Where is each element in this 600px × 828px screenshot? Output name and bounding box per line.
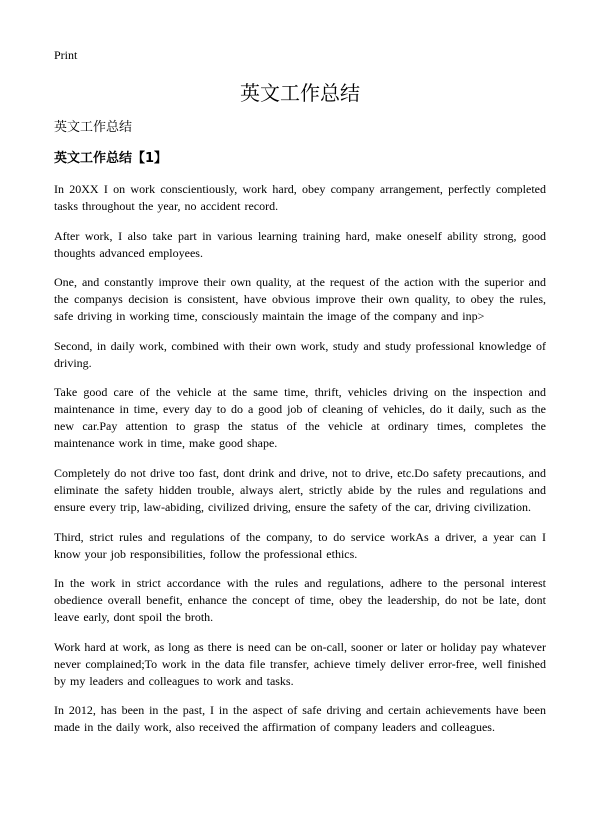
document-body bbox=[54, 181, 546, 749]
paragraph: Take good care of the vehicle at the same time, thrift, vehicles driving on the inspection and maintenance in time, every day to do a good job of cleaning of vehicles, do it daily, such as the new car.Pay attention to grasp the status of the vehicle at ordinary times, completes the maintenance work in time, make good shape. bbox=[54, 385, 546, 451]
paragraph: Third, strict rules and regulations of the company, to do service workAs a driver, a year can I know your job responsibilities, follow the professional ethics. bbox=[54, 529, 546, 561]
paragraph: In 2012, has been in the past, I in the aspect of safe driving and certain achievements have been made in the daily work, also received the affirmation of company leaders and colleagues. bbox=[54, 703, 546, 735]
print-label[interactable]: Print bbox=[54, 48, 78, 62]
document-title: 英文工作总结 bbox=[240, 81, 360, 105]
section-heading: 英文工作总结【1】 bbox=[54, 151, 168, 166]
paragraph: In the work in strict accordance with the rules and regulations, adhere to the personal interest obedience overall benefit, enhance the concept of time, obey the leadership, do not be late, dont leave early, dont spoil the broth. bbox=[54, 576, 546, 625]
paragraph: Second, in daily work, combined with their own work, study and study professional knowledge of driving. bbox=[54, 338, 546, 370]
document-subtitle: 英文工作总结 bbox=[54, 120, 133, 135]
paragraph: After work, I also take part in various learning training hard, make oneself ability strong, good thoughts advanced employees. bbox=[54, 228, 546, 260]
paragraph: Work hard at work, as long as there is need can be on-call, sooner or later or holiday pay whatever never complained;To work in the data file transfer, achieve timely deliver error-free, well finished by my leaders and colleagues to work and tasks. bbox=[54, 639, 546, 688]
paragraph: Completely do not drive too fast, dont drink and drive, not to drive, etc.Do safety precautions, and eliminate the safety hidden trouble, always alert, strictly abide by the rules and regulations and ensure every trip, law-abiding, civilized driving, ensure the safety of the car, driving civilization. bbox=[54, 465, 546, 514]
paragraph: One, and constantly improve their own quality, at the request of the action with the superior and the companys decision is consistent, have obvious improve their own quality, to obey the rules, safe driving in working time, consciously maintain the image of the company and inp> bbox=[54, 275, 546, 324]
paragraph: In 20XX I on work conscientiously, work hard, obey company arrangement, perfectly completed tasks throughout the year, no accident record. bbox=[54, 182, 546, 213]
